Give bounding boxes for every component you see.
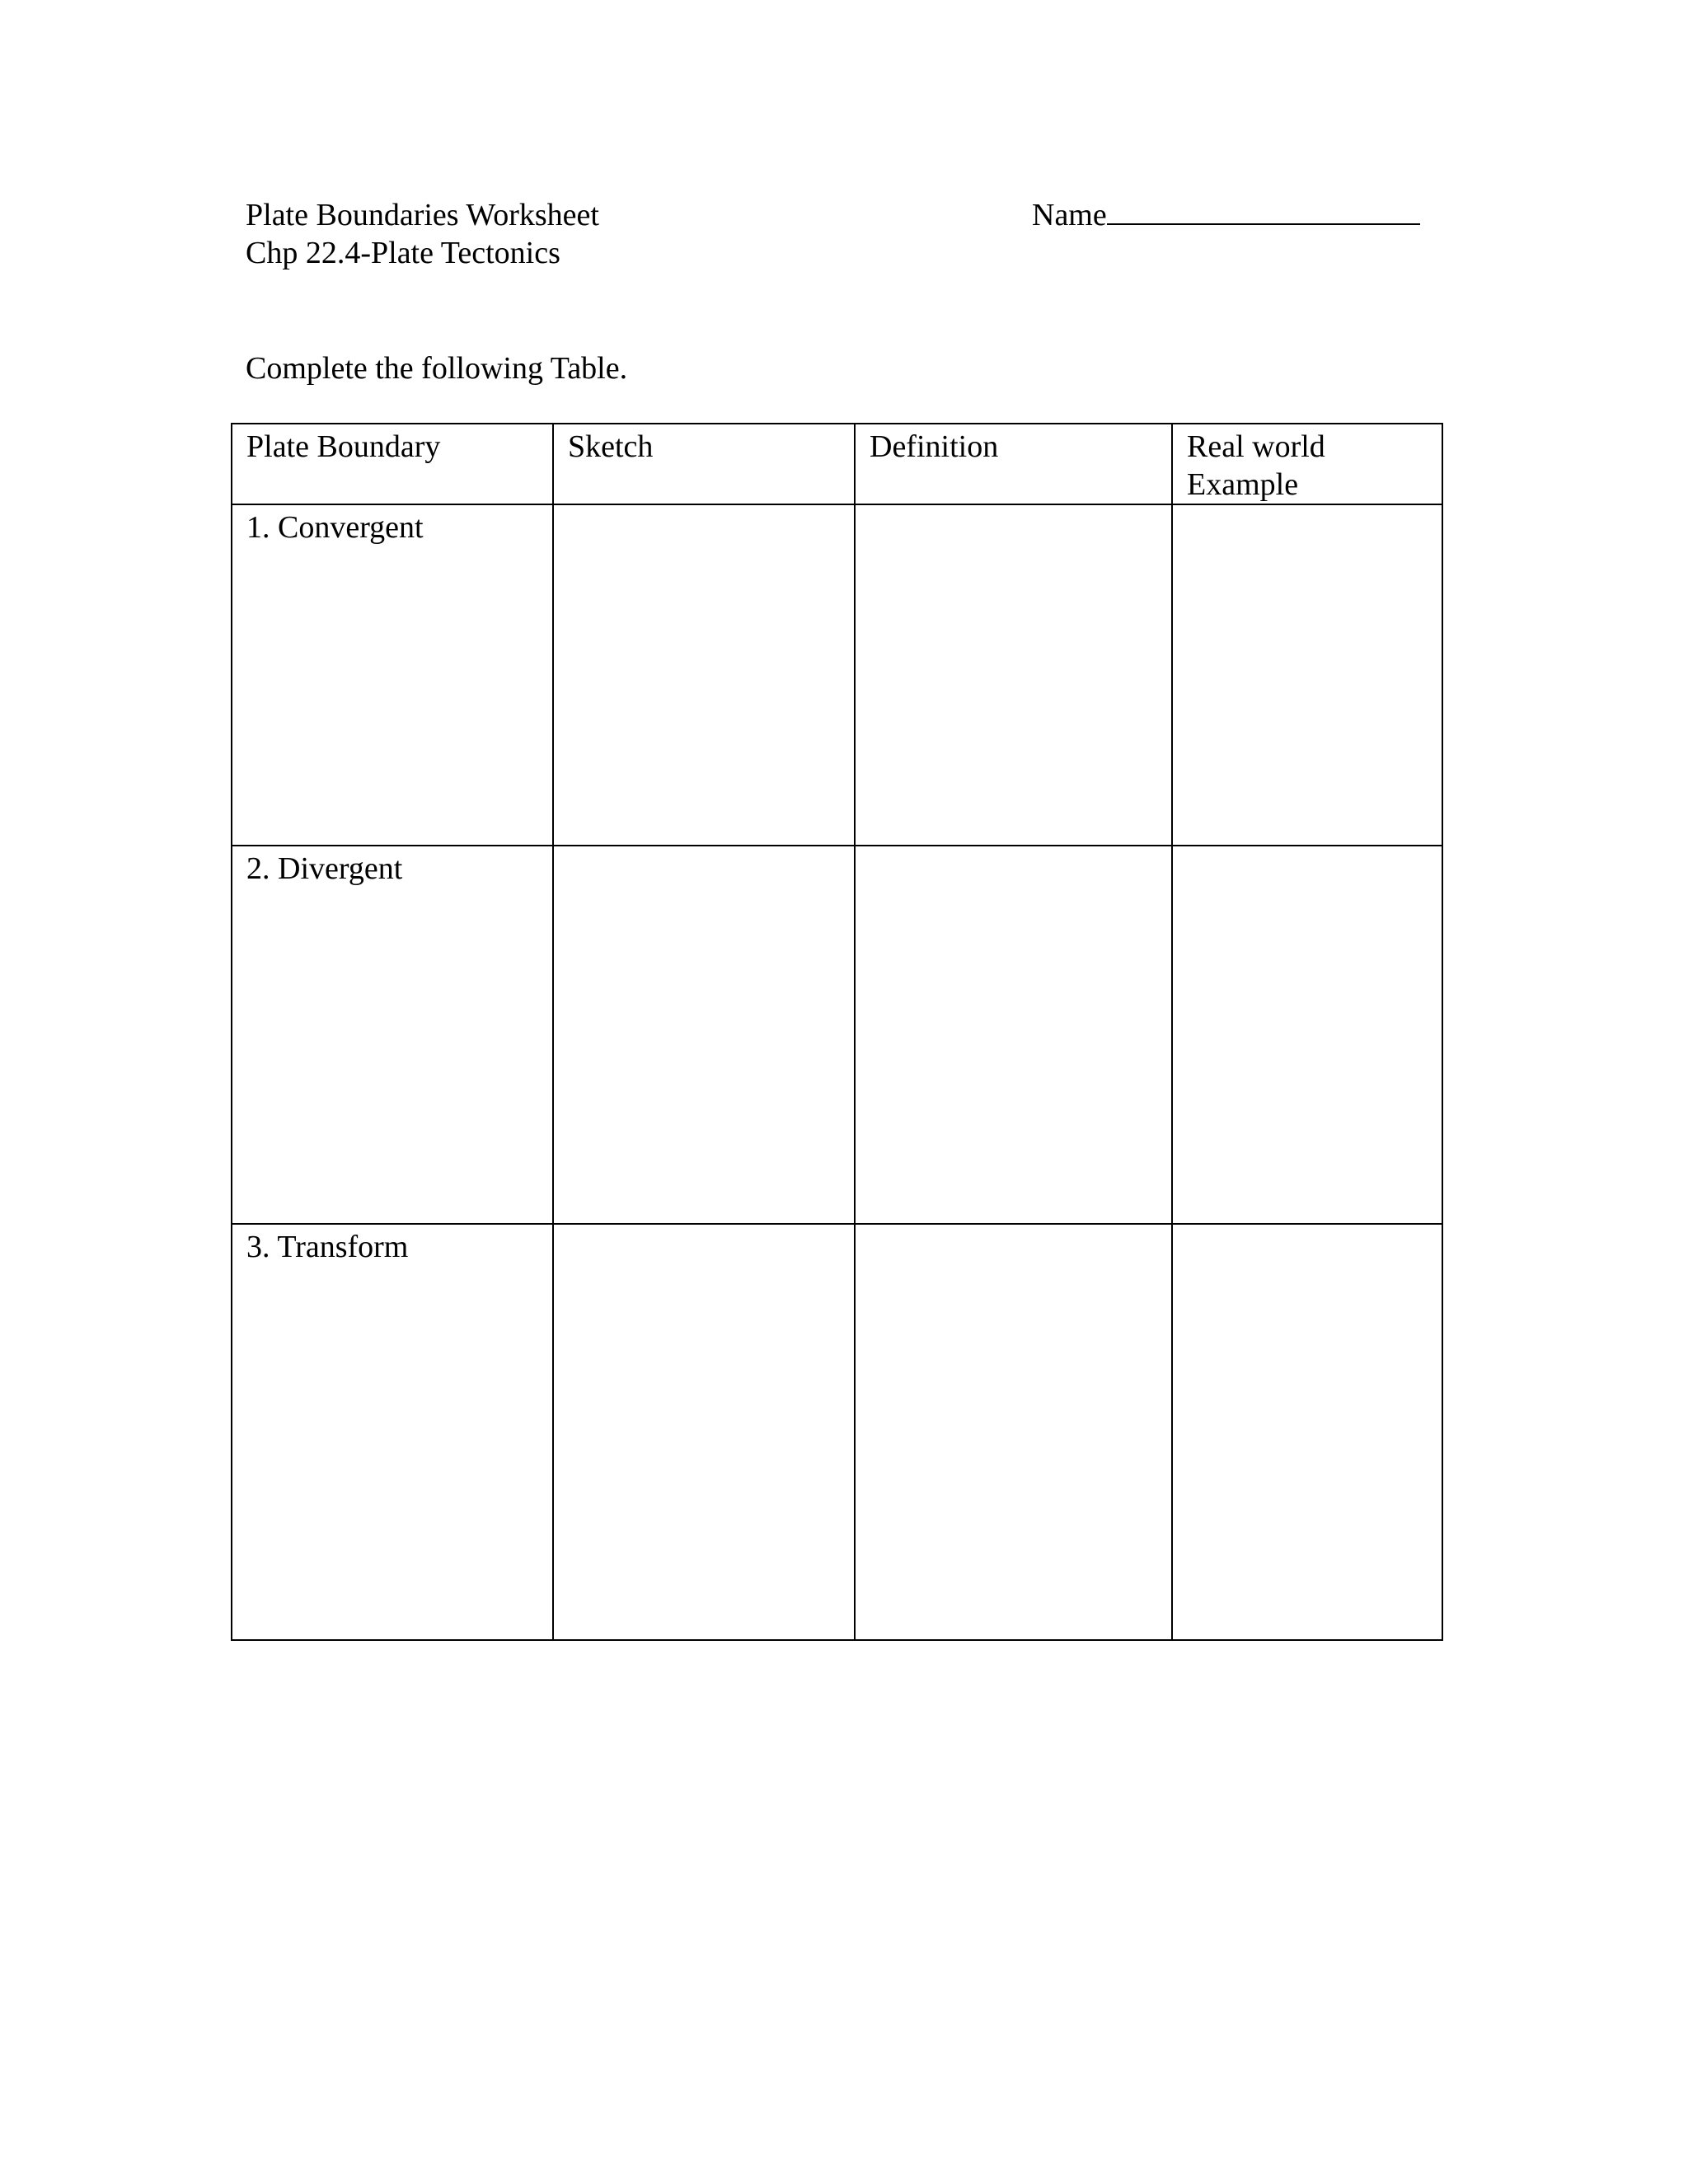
sketch-cell[interactable] (553, 504, 855, 846)
example-cell[interactable] (1172, 504, 1442, 846)
instructions-text: Complete the following Table. (246, 351, 628, 386)
name-label: Name (1032, 198, 1107, 232)
worksheet-header (246, 196, 599, 272)
plate-boundaries-table (231, 423, 1443, 1641)
table-row (232, 846, 1442, 1224)
worksheet-title: Plate Boundaries Worksheet (246, 198, 599, 232)
example-cell[interactable] (1172, 1224, 1442, 1640)
sketch-cell[interactable] (553, 846, 855, 1224)
boundary-cell: 2. Divergent (232, 846, 553, 1224)
chapter-subtitle: Chp 22.4-Plate Tectonics (246, 236, 560, 270)
boundary-cell: 3. Transform (232, 1224, 553, 1640)
definition-cell[interactable] (855, 1224, 1172, 1640)
column-header-plate-boundary: Plate Boundary (232, 424, 553, 504)
sketch-cell[interactable] (553, 1224, 855, 1640)
column-header-sketch: Sketch (553, 424, 855, 504)
example-cell[interactable] (1172, 846, 1442, 1224)
definition-cell[interactable] (855, 846, 1172, 1224)
definition-cell[interactable] (855, 504, 1172, 846)
table-row (232, 504, 1442, 846)
name-field[interactable] (1032, 196, 1420, 234)
table-header-row (232, 424, 1442, 504)
column-header-definition: Definition (855, 424, 1172, 504)
table-row (232, 1224, 1442, 1640)
boundary-cell: 1. Convergent (232, 504, 553, 846)
name-blank-line[interactable] (1107, 199, 1420, 225)
column-header-real-world-example: Real world Example (1172, 424, 1442, 504)
